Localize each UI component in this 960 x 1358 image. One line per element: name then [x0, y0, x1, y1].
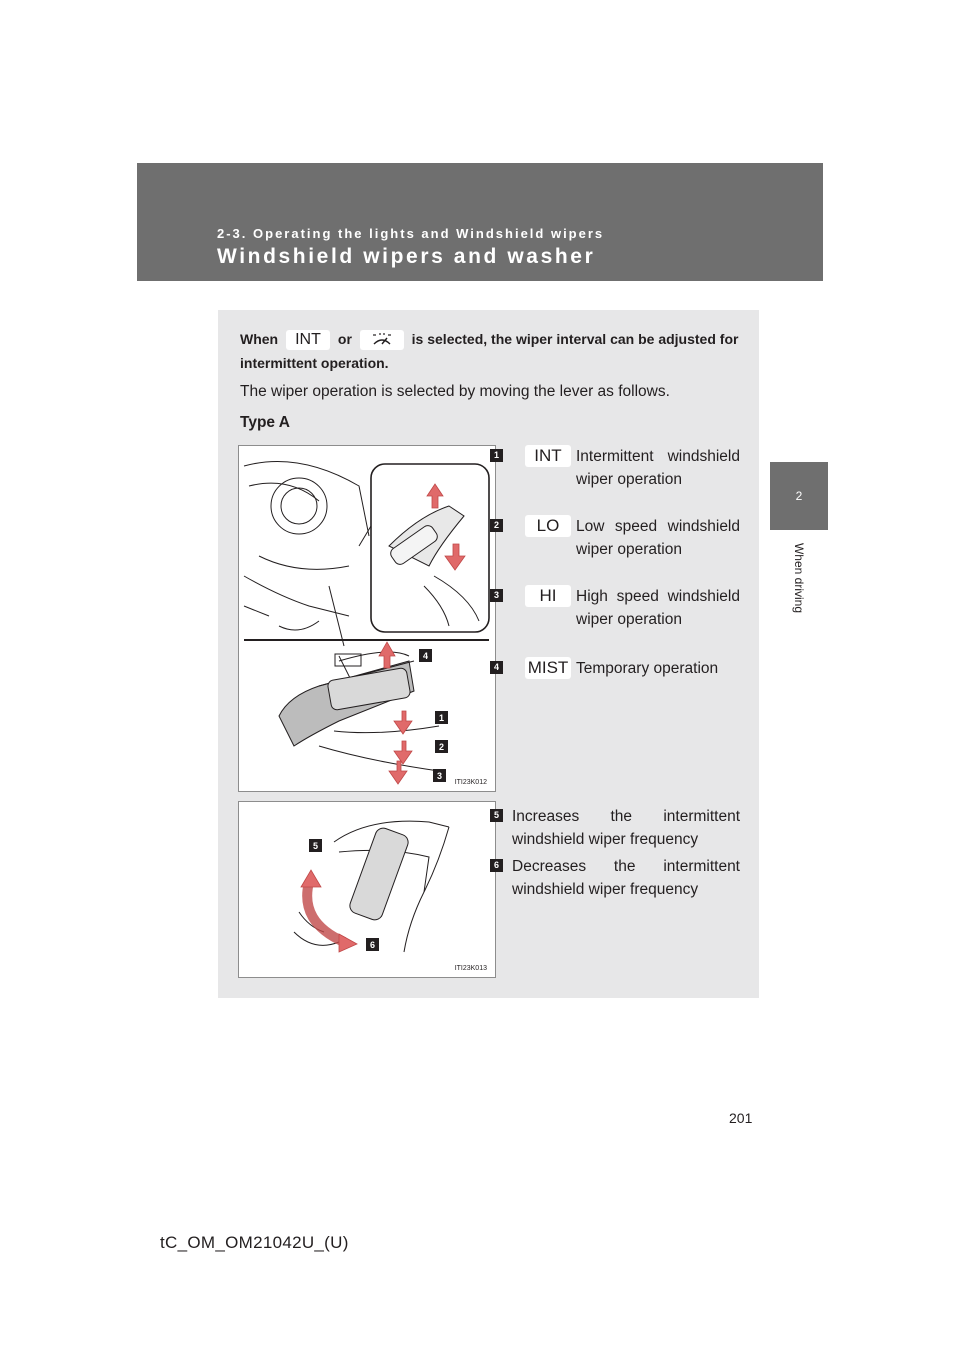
item-text: Decreases the intermittent windshield wiper frequency	[512, 858, 740, 898]
item-text: Intermittent windshield wiper operation	[576, 448, 740, 488]
intro-rest: is selected, the wiper interval can be adjusted for intermittent operation.	[240, 331, 739, 371]
wiper-lever-figure-type-a	[238, 445, 496, 792]
lever-instruction: The wiper operation is selected by moving the lever as follows.	[240, 383, 670, 400]
intro-or: or	[337, 331, 352, 347]
item-key-badge: INT	[525, 445, 571, 467]
callout-5: 5	[312, 841, 319, 851]
chapter-tab[interactable]	[770, 462, 828, 530]
item-key-badge: MIST	[525, 657, 571, 679]
item-number: 3	[490, 589, 503, 602]
figure-code: ITI23K012	[454, 779, 487, 786]
list-item	[490, 859, 740, 909]
chapter-number: 2	[795, 489, 803, 503]
document-code: tC_OM_OM21042U_(U)	[160, 1233, 349, 1252]
item-text: Increases the intermittent windshield wiper frequency	[512, 808, 740, 848]
item-number: 1	[490, 449, 503, 462]
item-text: High speed windshield wiper operation	[576, 588, 740, 628]
chapter-label: When driving	[792, 542, 806, 614]
wiper-frequency-figure	[238, 801, 496, 978]
section-label: 2-3. Operating the lights and Windshield wipers	[217, 226, 605, 241]
list-item	[490, 809, 740, 859]
list-item	[490, 658, 740, 741]
item-text: Temporary operation	[576, 660, 719, 677]
item-number: 5	[490, 809, 503, 822]
intro-text	[240, 327, 740, 375]
callout-2: 2	[438, 742, 445, 752]
item-number: 6	[490, 859, 503, 872]
callout-4: 4	[422, 651, 429, 661]
content-panel	[218, 310, 759, 998]
item-number: 2	[490, 519, 503, 532]
item-key-badge: HI	[525, 585, 571, 607]
page-title: Windshield wipers and washer	[217, 245, 596, 268]
figure-code: ITI23K013	[454, 965, 487, 972]
callout-1: 1	[438, 713, 445, 723]
callout-3: 3	[436, 771, 443, 781]
int-key-badge: INT	[286, 330, 330, 350]
page-number: 201	[729, 1110, 753, 1126]
page-header	[137, 163, 823, 281]
item-number: 4	[490, 661, 503, 674]
type-label: Type A	[240, 414, 290, 431]
item-text: Low speed windshield wiper operation	[576, 518, 740, 558]
item-key-badge: LO	[525, 515, 571, 537]
intro-when: When	[240, 331, 279, 347]
wiper-auto-icon	[360, 330, 404, 350]
callout-6: 6	[369, 940, 376, 950]
